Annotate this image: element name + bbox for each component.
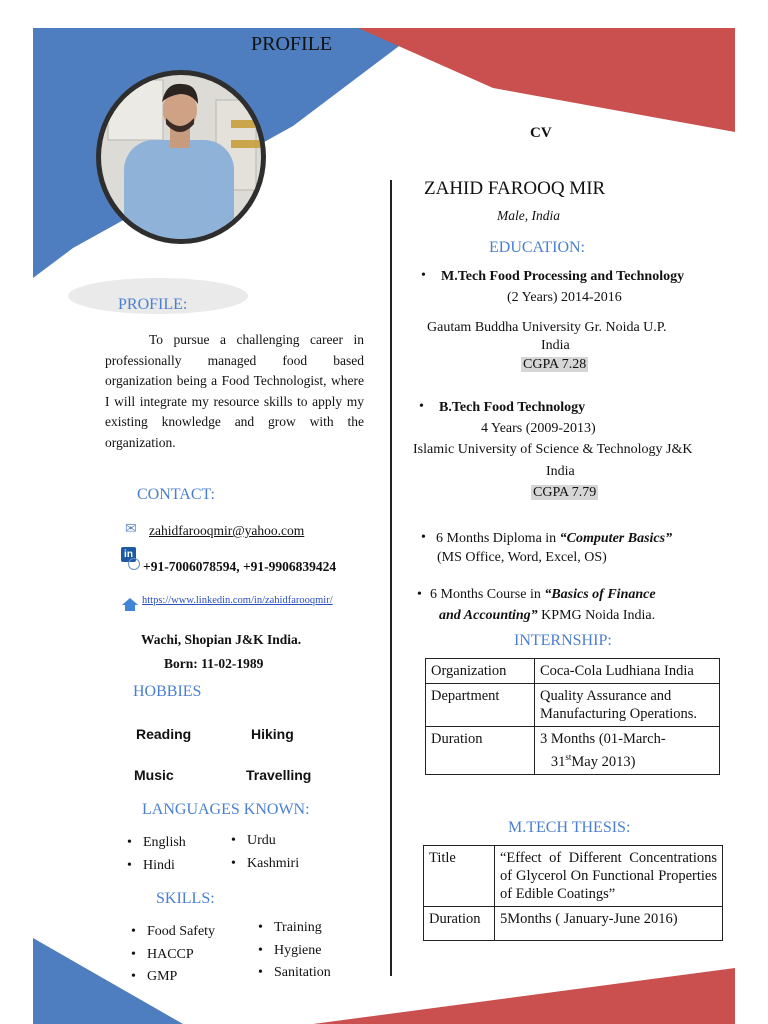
table-row [424, 907, 723, 941]
internship-value [535, 727, 720, 775]
mail-icon: ✉ [125, 522, 137, 537]
gender-country: Male, India [497, 208, 560, 223]
internship-table [425, 658, 720, 775]
hobby-hiking: Hiking [251, 726, 294, 742]
hobby-reading: Reading [136, 726, 192, 742]
cv-label: CV [530, 125, 552, 141]
finance-course-2: and Accounting” [439, 608, 538, 623]
linkedin-icon: in [121, 547, 136, 562]
duration-part-2: 31 [550, 753, 566, 770]
skill-item: • Hygiene [254, 940, 331, 963]
linkedin-link[interactable]: https://www.linkedin.com/in/zahidfarooqmir/ [142, 595, 333, 606]
skills-list-2 [254, 917, 331, 985]
btech-country: India [546, 464, 575, 479]
page-title: PROFILE [251, 33, 333, 55]
internship-value: Coca-Cola Ludhiana India [535, 659, 720, 684]
btech-years: 4 Years (2009-2013) [481, 421, 596, 436]
hobby-music: Music [134, 767, 174, 783]
thesis-duration: 5Months ( January-June 2016) [495, 907, 723, 941]
diploma-line [436, 531, 672, 547]
diploma-course: “Computer Basics” [559, 531, 673, 546]
language-item: • Kashmiri [227, 852, 299, 875]
finance-bullet: • [417, 587, 422, 602]
internship-label: Organization [426, 659, 535, 684]
duration-ordinal: st [565, 752, 572, 762]
languages-list-2 [227, 829, 299, 875]
skill-item: • Sanitation [254, 962, 331, 985]
phone-icon [128, 558, 140, 570]
mtech-bullet: • [421, 268, 426, 283]
finance-prefix: 6 Months Course in [430, 587, 545, 602]
top-red-shape [358, 28, 735, 132]
btech-bullet: • [419, 399, 424, 414]
table-row [424, 846, 723, 907]
mtech-years: (2 Years) 2014-2016 [507, 290, 622, 305]
diploma-prefix: 6 Months Diploma in [436, 531, 560, 546]
mtech-country: India [541, 338, 570, 353]
language-item: • Urdu [227, 829, 299, 852]
profile-heading: PROFILE: [118, 296, 188, 313]
profile-photo [96, 70, 266, 244]
language-item: • English [123, 831, 186, 854]
internship-label: Department [426, 684, 535, 727]
skill-item: • Training [254, 917, 331, 940]
btech-university: Islamic University of Science & Technology J&K [413, 442, 693, 457]
mtech-university: Gautam Buddha University Gr. Noida U.P. [427, 320, 667, 335]
skills-list-1 [127, 921, 215, 989]
skill-item: • Food Safety [127, 921, 215, 944]
education-heading: EDUCATION: [489, 239, 585, 256]
home-icon [121, 597, 139, 612]
candidate-name: ZAHID FAROOQ MIR [424, 178, 606, 199]
mtech-degree: M.Tech Food Processing and Technology [441, 269, 685, 284]
language-item: • Hindi [123, 854, 186, 877]
skill-item: • GMP [127, 966, 215, 989]
diploma-bullet: • [421, 530, 426, 545]
thesis-title: “Effect of Different Concentrations of Glycerol On Functional Properties of Edible Coatings” [495, 846, 723, 907]
email-link[interactable]: zahidfarooqmir@yahoo.com [149, 523, 305, 538]
address: Wachi, Shopian J&K India. [141, 632, 302, 647]
mtech-cgpa [521, 357, 588, 373]
thesis-table [423, 845, 723, 941]
hobbies-heading: HOBBIES [133, 683, 202, 700]
table-row [426, 684, 720, 727]
btech-degree: B.Tech Food Technology [439, 400, 586, 415]
birth-date: Born: 11-02-1989 [164, 656, 264, 671]
internship-heading: INTERNSHIP: [514, 632, 612, 649]
table-row [426, 659, 720, 684]
thesis-heading: M.TECH THESIS: [508, 819, 631, 836]
cv-page [33, 28, 735, 1024]
profile-summary: To pursue a challenging career in professionally managed food based organization being a Food Technologist, where I will integrate my resource skills to apply my existing knowledge and grow with the organization. [105, 332, 364, 450]
bottom-red-shape [313, 968, 735, 1024]
table-row [426, 727, 720, 775]
internship-value: Quality Assurance and Manufacturing Operations. [535, 684, 720, 727]
thesis-label: Duration [424, 907, 495, 941]
mtech-cgpa-value: CGPA 7.28 [523, 357, 587, 372]
languages-list-1 [123, 831, 186, 877]
btech-cgpa [531, 485, 598, 501]
finance-line-1 [430, 587, 656, 603]
internship-label: Duration [426, 727, 535, 775]
finance-suffix: KPMG Noida India. [537, 608, 656, 623]
languages-heading: LANGUAGES KNOWN: [142, 801, 310, 818]
finance-line-2 [439, 608, 655, 624]
contact-heading: CONTACT: [137, 486, 215, 503]
skills-heading: SKILLS: [156, 890, 215, 907]
diploma-detail: (MS Office, Word, Excel, OS) [437, 550, 607, 565]
thesis-label: Title [424, 846, 495, 907]
duration-part-3: May 2013) [571, 753, 636, 770]
phone-numbers: +91-7006078594, +91-9906839424 [143, 559, 337, 574]
btech-cgpa-value: CGPA 7.79 [533, 485, 597, 500]
hobby-travelling: Travelling [246, 767, 312, 783]
skill-item: • HACCP [127, 944, 215, 967]
duration-part-1: 3 Months (01-March- [540, 731, 666, 747]
finance-course-1: “Basics of Finance [544, 587, 656, 602]
profile-photo-frame [96, 70, 266, 244]
